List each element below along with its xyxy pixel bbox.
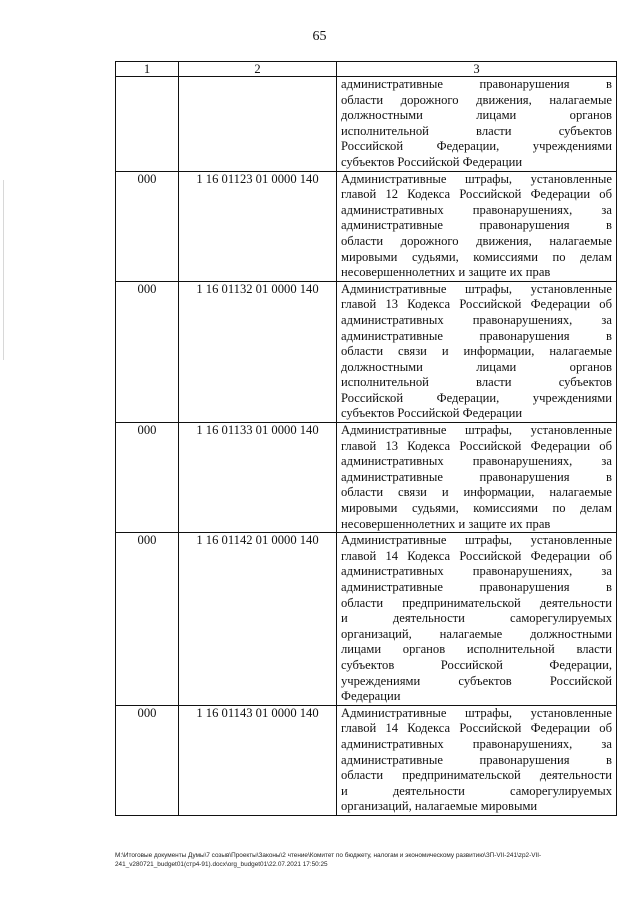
description-line: субъектов Российской Федерации (341, 154, 523, 169)
description-line: административные правонарушения в (341, 218, 612, 233)
description-line: субъектов Российской Федерации (341, 406, 523, 421)
description-line: административных правонарушениях, за (341, 312, 612, 327)
description-line: административных правонарушениях, за (341, 564, 612, 579)
footer-path-line-1: М:\Итоговые документы Думы\7 созыв\Проекты\Законы\2 чтение\Комитет по бюджету, налогам и экономическому развитию\ЗП-VII-241\zp2-VII- (115, 852, 542, 859)
description-cell (337, 77, 617, 172)
description-line: Административные штрафы, установленные (341, 533, 612, 548)
description-line: Федерации (341, 689, 401, 704)
description-line: главой 13 Кодекса Российской Федерации об (341, 438, 612, 453)
budget-code-cell: 1 16 01142 01 0000 140 (179, 533, 337, 706)
description-line: организаций, налагаемые мировыми (341, 799, 538, 814)
description-line: мировыми судьями, комиссиями по делам (341, 249, 612, 264)
table-row (116, 705, 617, 815)
description-line: области связи и информации, налагаемые (341, 485, 612, 500)
footer-path-line-2: 241_v280721_budget01(стр4-91).docx\org_budget01\22.07.2021 17:50:25 (115, 861, 328, 868)
description-line: Административные штрафы, установленные (341, 171, 612, 186)
description-cell (337, 281, 617, 422)
description-line: субъектов Российской Федерации, (341, 657, 612, 672)
budget-code-cell: 1 16 01123 01 0000 140 (179, 171, 337, 281)
description-line: главой 14 Кодекса Российской Федерации об (341, 721, 612, 736)
description-line: исполнительной власти субъектов (341, 123, 612, 138)
description-line: и деятельности саморегулируемых (341, 611, 612, 626)
description-line: области связи и информации, налагаемые (341, 344, 612, 359)
description-line: Административные штрафы, установленные (341, 423, 612, 438)
description-line: области дорожного движения, налагаемые (341, 92, 612, 107)
description-line: административные правонарушения в (341, 752, 612, 767)
admin-code-cell: 000 (116, 281, 179, 422)
scan-margin-line (3, 180, 4, 360)
description-cell (337, 171, 617, 281)
description-line: должностными лицами органов (341, 108, 612, 123)
column-header-3: 3 (337, 62, 617, 77)
description-line: административные правонарушения в (341, 580, 612, 594)
table-row (116, 77, 617, 172)
admin-code-cell: 000 (116, 423, 179, 533)
description-line: несовершеннолетних и защите их прав (341, 516, 551, 531)
description-line: Административные штрафы, установленные (341, 705, 612, 720)
admin-code-cell: 000 (116, 171, 179, 281)
footer-file-path (115, 851, 625, 869)
description-line: главой 12 Кодекса Российской Федерации об (341, 187, 612, 202)
budget-classification-table (115, 61, 617, 816)
description-line: административных правонарушениях, за (341, 202, 612, 217)
description-line: административные правонарушения в (341, 77, 612, 91)
budget-code-cell: 1 16 01133 01 0000 140 (179, 423, 337, 533)
budget-code-cell (179, 77, 337, 172)
description-line: должностными лицами органов (341, 359, 612, 374)
table-row (116, 171, 617, 281)
description-line: мировыми судьями, комиссиями по делам (341, 501, 612, 516)
description-line: административных правонарушениях, за (341, 454, 612, 469)
description-line: Российской Федерации, учреждениями (341, 390, 612, 405)
admin-code-cell: 000 (116, 705, 179, 815)
admin-code-cell: 000 (116, 533, 179, 706)
description-line: главой 13 Кодекса Российской Федерации об (341, 297, 612, 312)
description-line: лицами органов исполнительной власти (341, 642, 612, 657)
description-line: области предпринимательской деятельности (341, 768, 612, 783)
description-line: и деятельности саморегулируемых (341, 783, 612, 798)
description-line: административные правонарушения в (341, 328, 612, 343)
table-header-row (116, 62, 617, 77)
description-line: Российской Федерации, учреждениями (341, 139, 612, 154)
table-body (116, 77, 617, 816)
table-row (116, 533, 617, 706)
page-number: 65 (312, 29, 327, 44)
description-line: административных правонарушениях, за (341, 736, 612, 751)
description-cell (337, 423, 617, 533)
description-line: учреждениями субъектов Российской (341, 673, 612, 688)
table-row (116, 281, 617, 422)
description-cell (337, 533, 617, 706)
description-line: административные правонарушения в (341, 469, 612, 484)
description-line: несовершеннолетних и защите их прав (341, 265, 551, 280)
budget-code-cell: 1 16 01143 01 0000 140 (179, 705, 337, 815)
column-header-2: 2 (179, 62, 337, 77)
description-cell (337, 705, 617, 815)
description-line: области дорожного движения, налагаемые (341, 233, 612, 248)
column-header-1: 1 (116, 62, 179, 77)
description-line: области предпринимательской деятельности (341, 595, 612, 610)
budget-code-cell: 1 16 01132 01 0000 140 (179, 281, 337, 422)
table-row (116, 423, 617, 533)
description-line: Административные штрафы, установленные (341, 281, 612, 296)
description-line: организаций, налагаемые должностными (341, 626, 612, 641)
admin-code-cell (116, 77, 179, 172)
description-line: главой 14 Кодекса Российской Федерации об (341, 548, 612, 563)
description-line: исполнительной власти субъектов (341, 375, 612, 390)
